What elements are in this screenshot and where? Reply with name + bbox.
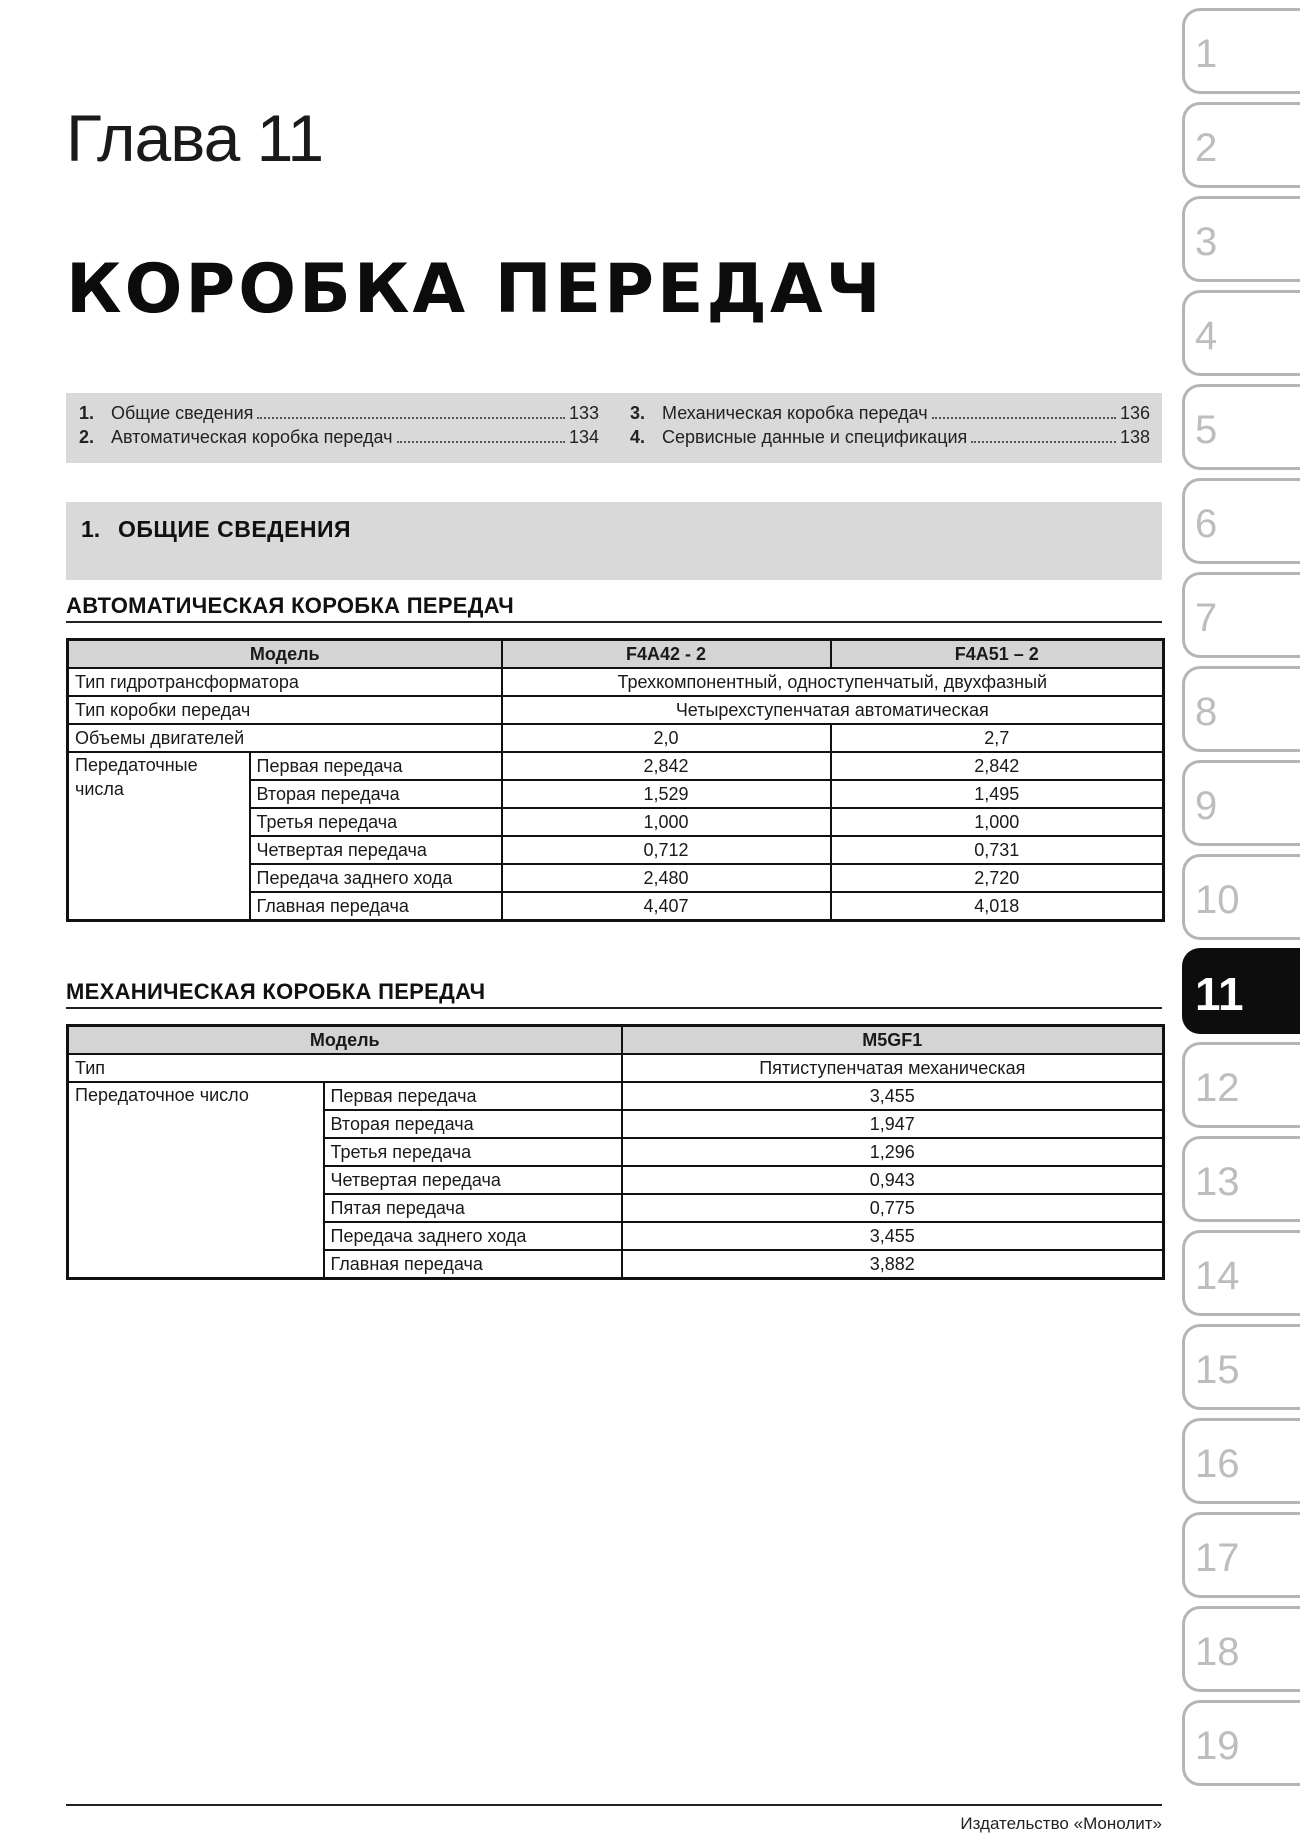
toc-column-left [79,403,599,451]
section-number: 1. [81,516,101,542]
chapter-tab-18[interactable]: 18 [1182,1606,1300,1692]
gear-value: 1,000 [502,808,831,836]
row-value: Пятиступенчатая механическая [622,1054,1164,1082]
gear-value: 1,296 [622,1138,1164,1166]
section-title: ОБЩИЕ СВЕДЕНИЯ [118,516,352,542]
chapter-tab-3[interactable]: 3 [1182,196,1300,282]
chapter-tab-6[interactable]: 6 [1182,478,1300,564]
auto-gearbox-heading: АВТОМАТИЧЕСКАЯ КОРОБКА ПЕРЕДАЧ [66,593,1162,623]
toc-item[interactable] [79,427,599,451]
gear-value: 2,720 [831,864,1164,892]
toc-item-page: 138 [1119,427,1150,447]
gear-value: 0,712 [502,836,831,864]
chapter-tab-10[interactable]: 10 [1182,854,1300,940]
table-header-row [68,1026,1164,1055]
chapter-tab-1[interactable]: 1 [1182,8,1300,94]
gear-name: Вторая передача [324,1110,622,1138]
gear-name: Четвертая передача [324,1166,622,1194]
chapter-tab-5[interactable]: 5 [1182,384,1300,470]
gear-name: Передача заднего хода [250,864,502,892]
toc-item[interactable] [79,403,599,427]
gear-name: Третья передача [250,808,502,836]
manual-gearbox-heading: МЕХАНИЧЕСКАЯ КОРОБКА ПЕРЕДАЧ [66,979,1162,1009]
row-label: Тип [68,1054,622,1082]
chapter-tab-15[interactable]: 15 [1182,1324,1300,1410]
toc-leader-dots [397,441,565,443]
gear-name: Передача заднего хода [324,1222,622,1250]
gear-value: 4,407 [502,892,831,921]
chapter-tab-7[interactable]: 7 [1182,572,1300,658]
chapter-tab-12[interactable]: 12 [1182,1042,1300,1128]
toc-column-right [630,403,1150,451]
table-header-row [68,640,1164,669]
gear-value: 1,529 [502,780,831,808]
toc-item-number: 3. [630,403,646,423]
model-m5gf1-header: M5GF1 [622,1026,1164,1055]
chapter-tab-9[interactable]: 9 [1182,760,1300,846]
gear-name: Главная передача [324,1250,622,1279]
gear-name: Четвертая передача [250,836,502,864]
toc-item-number: 4. [630,427,646,447]
toc-item[interactable] [630,403,1150,427]
table-row [68,668,1164,696]
toc-item-page: 133 [568,403,599,423]
section-header [66,502,1162,580]
toc-item-page: 134 [568,427,599,447]
chapter-tabs [1178,0,1300,1839]
toc-item-number: 2. [79,427,95,447]
gear-value: 1,495 [831,780,1164,808]
toc-item[interactable] [630,427,1150,451]
gear-name: Пятая передача [324,1194,622,1222]
table-row [68,752,1164,780]
page-title: КОРОБКА ПЕРЕДАЧ [66,250,884,329]
gear-name: Первая передача [250,752,502,780]
toc-item-label: Автоматическая коробка передач [111,427,393,447]
gear-name: Главная передача [250,892,502,921]
chapter-tab-13[interactable]: 13 [1182,1136,1300,1222]
gear-value: 2,842 [831,752,1164,780]
toc-item-label: Механическая коробка передач [662,403,928,423]
gear-name: Третья передача [324,1138,622,1166]
ratios-group-label: Передаточные числа [68,752,250,921]
gear-value: 3,455 [622,1222,1164,1250]
gear-value: 3,455 [622,1082,1164,1110]
gear-name: Вторая передача [250,780,502,808]
gear-value: 0,775 [622,1194,1164,1222]
footer-divider [66,1804,1162,1806]
table-row [68,696,1164,724]
toc-item-number: 1. [79,403,95,423]
toc-leader-dots [932,417,1116,419]
chapter-tab-2[interactable]: 2 [1182,102,1300,188]
gear-value: 1,947 [622,1110,1164,1138]
auto-gearbox-table [66,638,1165,922]
toc-item-label: Сервисные данные и спецификация [662,427,968,447]
model-header: Модель [68,1026,622,1055]
chapter-tab-19[interactable]: 19 [1182,1700,1300,1786]
row-label: Объемы двигателей [68,724,502,752]
toc-item-page: 136 [1119,403,1150,423]
manual-gearbox-table [66,1024,1165,1280]
gear-value: 3,882 [622,1250,1164,1279]
row-value: Трехкомпонентный, одноступенчатый, двухфазный [502,668,1164,696]
table-row [68,724,1164,752]
table-row [68,1082,1164,1110]
chapter-tab-8[interactable]: 8 [1182,666,1300,752]
gear-value: 2,842 [502,752,831,780]
chapter-heading: Глава 11 [66,101,324,175]
chapter-tab-4[interactable]: 4 [1182,290,1300,376]
row-value: 2,0 [502,724,831,752]
gear-value: 4,018 [831,892,1164,921]
gear-value: 1,000 [831,808,1164,836]
row-label: Тип гидротрансформатора [68,668,502,696]
ratios-group-label: Передаточное число [68,1082,324,1279]
publisher-footer: Издательство «Монолит» [960,1814,1162,1833]
chapter-tab-11[interactable]: 11 [1182,948,1300,1034]
toc-item-label: Общие сведения [111,403,254,423]
model-f4a51-header: F4A51 – 2 [831,640,1164,669]
gear-name: Первая передача [324,1082,622,1110]
toc-leader-dots [257,417,565,419]
gear-value: 2,480 [502,864,831,892]
table-of-contents [66,393,1162,463]
gear-value: 0,731 [831,836,1164,864]
model-f4a42-header: F4A42 - 2 [502,640,831,669]
chapter-tab-14[interactable]: 14 [1182,1230,1300,1316]
row-value: Четырехступенчатая автоматическая [502,696,1164,724]
row-value: 2,7 [831,724,1164,752]
model-header: Модель [68,640,502,669]
toc-leader-dots [971,441,1116,443]
row-label: Тип коробки передач [68,696,502,724]
chapter-tab-16[interactable]: 16 [1182,1418,1300,1504]
table-row [68,1054,1164,1082]
gear-value: 0,943 [622,1166,1164,1194]
chapter-tab-17[interactable]: 17 [1182,1512,1300,1598]
